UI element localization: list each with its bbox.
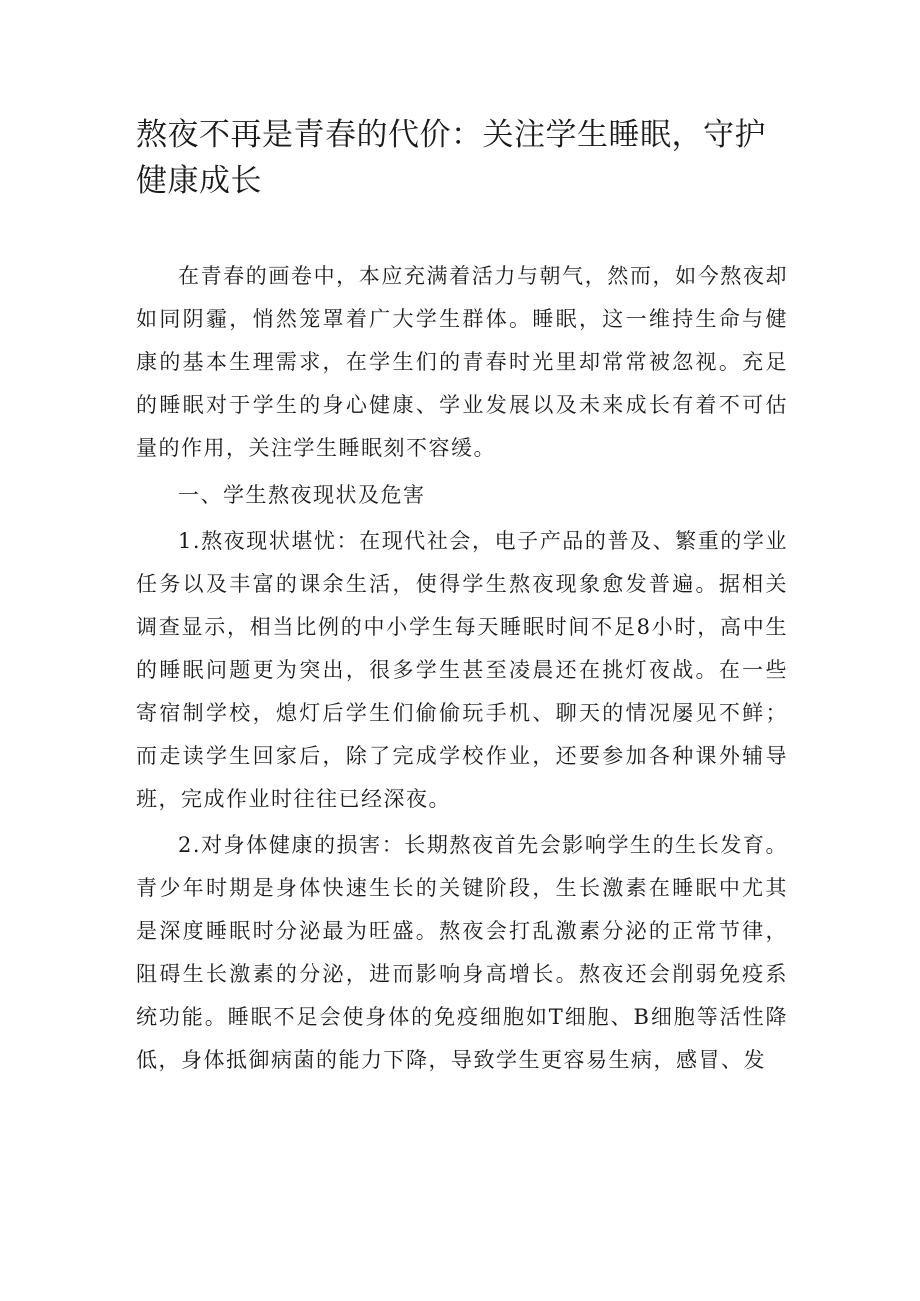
subsection-paragraph-1: 1.熬夜现状堪忧：在现代社会，电子产品的普及、繁重的学业任务以及丰富的课余生活，使得学生熬夜现象愈发普遍。据相关调查显示，相当比例的中小学生每天睡眠时间不足8小时，高中生的睡眠问题更为突出，很多学生甚至凌晨还在挑灯夜战。在一些寄宿制学校，熄灯后学生们偷偷玩手机、聊天的情况屡见不鲜；而走读学生回家后，除了完成学校作业，还要参加各种课外辅导班，完成作业时往往已经深夜。 — [136, 529, 788, 811]
section-heading: 一、学生熬夜现状及危害 — [178, 483, 426, 507]
subsection-paragraph-2: 2.对身体健康的损害：长期熬夜首先会影响学生的生长发育。青少年时期是身体快速生长的关键阶段，生长激素在睡眠中尤其是深度睡眠时分泌最为旺盛。熬夜会打乱激素分泌的正常节律，阻碍生长激素的分泌，进而影响身高增长。熬夜还会削弱免疫系统功能。睡眠不足会使身体的免疫细胞如T细胞、B细胞等活性降低，身体抵御病菌的能力下降，导致学生更容易生病，感冒、发 — [136, 833, 788, 1072]
document-title: 熬夜不再是青春的代价：关注学生睡眠，守护健康成长 — [136, 117, 766, 199]
document-body — [136, 255, 788, 1082]
intro-paragraph: 在青春的画卷中，本应充满着活力与朝气，然而，如今熬夜却如同阴霾，悄然笼罩着广大学生群体。睡眠，这一维持生命与健康的基本生理需求，在学生们的青春时光里却常常被忽视。充足的睡眠对于学生的身心健康、学业发展以及未来成长有着不可估量的作用，关注学生睡眠刻不容缓。 — [136, 264, 788, 460]
